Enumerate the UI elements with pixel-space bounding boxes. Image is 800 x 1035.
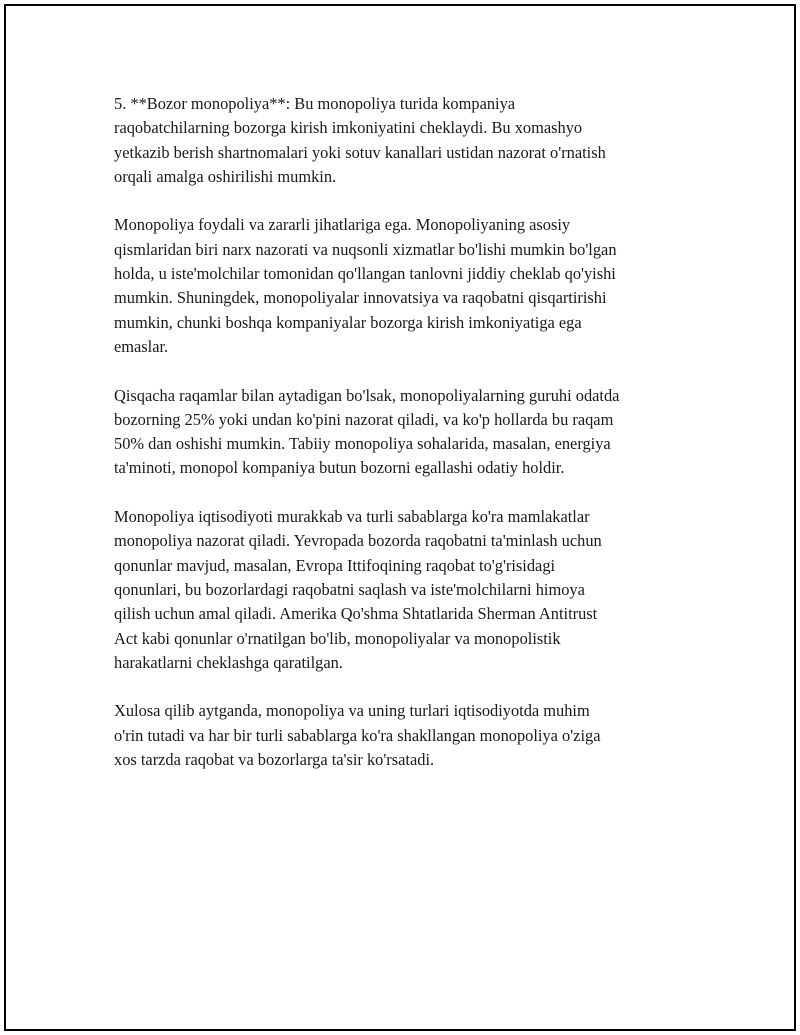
- paragraph-regulation: Monopoliya iqtisodiyoti murakkab va turli sabablarga ko'ra mamlakatlar monopoliya nazorat qiladi. Yevropada bozorda raqobatni ta'minlash uchun qonunlar mavjud, masalan, Evropa Ittifoqining raqobat to'g'risidagi qonunlari, bu bozorlardagi raqobatni saqlash va iste'molchilarni himoya qilish uchun amal qiladi. Amerika Qo'shma Shtatlarida Sherman Antitrust Act kabi qonunlar o'rnatilgan bo'lib, monopoliyalar va monopolistik harakatlarni cheklashga qaratilgan.: [114, 507, 602, 672]
- paragraph-conclusion: Xulosa qilib aytganda, monopoliya va uning turlari iqtisodiyotda muhim o'rin tutadi va har bir turli sabablarga ko'ra shakllangan monopoliya o'ziga xos tarzda raqobat va bozorlarga ta'sir ko'rsatadi.: [114, 701, 601, 770]
- paragraph-statistics: Qisqacha raqamlar bilan aytadigan bo'lsak, monopoliyalarning guruhi odatda bozorning 25% yoki undan ko'pini nazorat qiladi, va ko'p hollarda bu raqam 50% dan oshishi mumkin. Tabiiy monopoliya sohalarida, masalan, energiya ta'minoti, monopol kompaniya butun bozorni egallashi odatiy holdir.: [114, 385, 620, 478]
- document-body: [114, 92, 704, 797]
- paragraph-market-monopoly: 5. **Bozor monopoliya**: Bu monopoliya turida kompaniya raqobatchilarning bozorga kirish imkoniyatini cheklaydi. Bu xomashyo yetkazib berish shartnomalari yoki sotuv kanallari ustidan nazorat o'rnatish orqali amalga oshirilishi mumkin.: [114, 94, 606, 186]
- paragraph-pros-cons: Monopoliya foydali va zararli jihatlariga ega. Monopoliyaning asosiy qismlaridan biri narx nazorati va nuqsonli xizmatlar bo'lishi mumkin bo'lgan holda, u iste'molchilar tomonidan qo'llangan tanlovni jiddiy cheklab qo'yishi mumkin. Shuningdek, monopoliyalar innovatsiya va raqobatni qisqartirishi mumkin, chunki boshqa kompaniyalar bozorga kirish imkoniyatiga ega emaslar.: [114, 215, 617, 356]
